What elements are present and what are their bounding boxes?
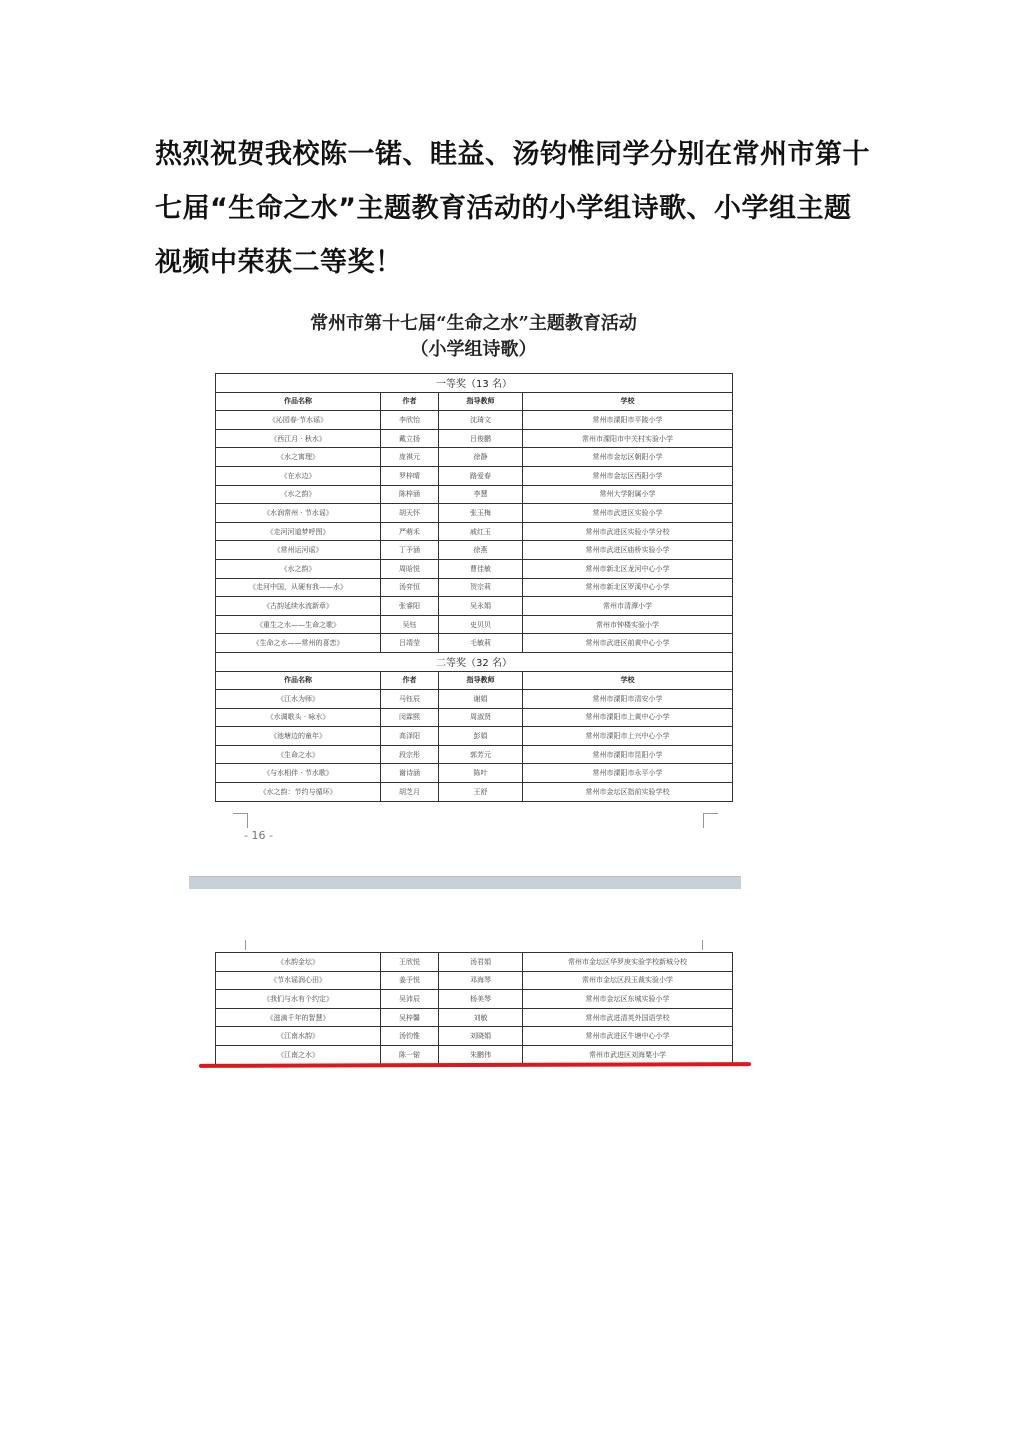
cell-work-title: 《常州运河谣》 (216, 541, 381, 560)
cell-school: 常州市溧阳市昆阳小学 (523, 745, 733, 764)
col-header-author: 作者 (381, 392, 439, 411)
cell-teacher: 李慧 (439, 485, 523, 504)
page-corner-mark (233, 813, 248, 828)
cell-author: 胡芝月 (381, 783, 439, 802)
cell-work-title: 《走河中国，从硬有我——水》 (216, 578, 381, 597)
cell-teacher: 邓海琴 (439, 971, 523, 990)
cell-teacher: 吕俊鹏 (439, 429, 523, 448)
cell-teacher: 彭娟 (439, 727, 523, 746)
cell-work-title: 《水调歌头 · 咏水》 (216, 708, 381, 727)
cell-author: 严萌禾 (381, 522, 439, 541)
cell-teacher: 张玉梅 (439, 504, 523, 523)
cell-teacher: 路爱春 (439, 466, 523, 485)
cell-work-title: 《水韵金坛》 (216, 953, 381, 972)
table-row (216, 1027, 733, 1046)
table-header-row (216, 392, 733, 411)
cell-teacher: 史贝贝 (439, 615, 523, 634)
table-row (216, 559, 733, 578)
cell-school: 常州市溧阳市上黄中心小学 (523, 708, 733, 727)
headline-line-2: 七届“生命之水”主题教育活动的小学组诗歌、小学组主题 (155, 193, 852, 224)
cell-teacher: 曹佳敏 (439, 559, 523, 578)
table-row (216, 990, 733, 1009)
col-header-title: 作品名称 (216, 671, 381, 690)
cell-school: 常州市新北区龙河中心小学 (523, 559, 733, 578)
cell-school: 常州市武进区庙桥实验小学 (523, 541, 733, 560)
cell-author: 吴沛辰 (381, 990, 439, 1009)
table-row (216, 971, 733, 990)
cell-author: 陈梓涵 (381, 485, 439, 504)
page-corner-mark (702, 940, 703, 950)
cell-school: 常州大学附属小学 (523, 485, 733, 504)
second-prize-section (216, 652, 733, 671)
table-row (216, 727, 733, 746)
cell-author: 吴梓馨 (381, 1008, 439, 1027)
table-row (216, 634, 733, 653)
cell-teacher: 沈琦文 (439, 411, 523, 430)
page-break-bar (189, 876, 741, 889)
cell-work-title: 《水之韵》 (216, 485, 381, 504)
cell-school: 常州市金坛区东城实验小学 (523, 990, 733, 1009)
cell-teacher: 吴永娟 (439, 597, 523, 616)
cell-work-title: 《生命之水》 (216, 745, 381, 764)
cell-author: 马钰辰 (381, 690, 439, 709)
cell-author: 罗梓晴 (381, 466, 439, 485)
cell-work-title: 《节水谣润心田》 (216, 971, 381, 990)
cell-author: 高泽阳 (381, 727, 439, 746)
cell-author: 段宗彤 (381, 745, 439, 764)
cell-school: 常州市武进区实验小学 (523, 504, 733, 523)
cell-school: 常州市武进清英外国语学校 (523, 1008, 733, 1027)
col-header-title: 作品名称 (216, 392, 381, 411)
cell-school: 常州市金坛区华罗庚实验学校新城分校 (523, 953, 733, 972)
table-row (216, 690, 733, 709)
table-row (216, 448, 733, 467)
document-title: 常州市第十七届“生命之水”主题教育活动 (310, 313, 637, 334)
cell-teacher: 刘晓娟 (439, 1027, 523, 1046)
table-row (216, 615, 733, 634)
cell-teacher: 汤君娟 (439, 953, 523, 972)
page-corner-mark (703, 813, 718, 828)
cell-author: 谢诗涵 (381, 764, 439, 783)
cell-work-title: 《我们与水有个约定》 (216, 990, 381, 1009)
cell-school: 常州市溧阳市平陵小学 (523, 411, 733, 430)
cell-school: 常州市钟楼实验小学 (523, 615, 733, 634)
awards-table-page-1 (215, 373, 733, 802)
cell-work-title: 《沁园春·节水谣》 (216, 411, 381, 430)
cell-teacher: 戚红玉 (439, 522, 523, 541)
cell-teacher: 朱鹏伟 (439, 1045, 523, 1064)
highlight-underline (199, 1062, 751, 1068)
document-subtitle: （小学组诗歌） (410, 339, 537, 360)
cell-author: 周晗悦 (381, 559, 439, 578)
announcement-headline (155, 128, 885, 290)
table-row (216, 708, 733, 727)
cell-teacher: 贺宗莉 (439, 578, 523, 597)
table-row (216, 411, 733, 430)
col-header-school: 学校 (523, 392, 733, 411)
table-row (216, 953, 733, 972)
cell-school: 常州市金坛区西阳小学 (523, 466, 733, 485)
cell-work-title: 《在水边》 (216, 466, 381, 485)
awards-table-page-2 (215, 952, 733, 1065)
table-header-row (216, 671, 733, 690)
table-row (216, 522, 733, 541)
cell-work-title: 《走河河道梦呼图》 (216, 522, 381, 541)
cell-work-title: 《水润常州 · 节水谣》 (216, 504, 381, 523)
cell-author: 吴钰 (381, 615, 439, 634)
cell-work-title: 《江南水韵》 (216, 1027, 381, 1046)
cell-author: 戴立扬 (381, 429, 439, 448)
cell-work-title: 《西江月 · 秋水》 (216, 429, 381, 448)
cell-teacher: 郭芳元 (439, 745, 523, 764)
table-row (216, 578, 733, 597)
table-row (216, 485, 733, 504)
cell-author: 庞祺元 (381, 448, 439, 467)
headline-line-3: 视频中荣获二等奖！ (155, 247, 403, 278)
page-number: - 16 - (244, 829, 273, 842)
table-row (216, 745, 733, 764)
cell-author: 李欣怡 (381, 411, 439, 430)
cell-school: 常州市金坛区朝阳小学 (523, 448, 733, 467)
cell-work-title: 《江南之水》 (216, 1045, 381, 1064)
cell-school: 常州市新北区罗溪中心小学 (523, 578, 733, 597)
cell-work-title: 《池塘边的童年》 (216, 727, 381, 746)
cell-teacher: 周淑贤 (439, 708, 523, 727)
cell-author: 丁予涵 (381, 541, 439, 560)
col-header-teacher: 指导教师 (439, 671, 523, 690)
table-row (216, 1008, 733, 1027)
cell-work-title: 《重生之水——生命之歌》 (216, 615, 381, 634)
cell-author: 胡天怀 (381, 504, 439, 523)
cell-school: 常州市武进区实验小学分校 (523, 522, 733, 541)
table-row (216, 597, 733, 616)
cell-work-title: 《水之寓理》 (216, 448, 381, 467)
cell-school: 常州市武进区前黄中心小学 (523, 634, 733, 653)
col-header-teacher: 指导教师 (439, 392, 523, 411)
cell-author: 汤弈恒 (381, 578, 439, 597)
cell-school: 常州市溧阳市永平小学 (523, 764, 733, 783)
cell-teacher: 徐燕 (439, 541, 523, 560)
cell-teacher: 谢娟 (439, 690, 523, 709)
cell-school: 常州市金坛区指前实验学校 (523, 783, 733, 802)
col-header-author: 作者 (381, 671, 439, 690)
cell-teacher: 刘敏 (439, 1008, 523, 1027)
cell-author: 吕靖莹 (381, 634, 439, 653)
cell-author: 陈一锘 (381, 1045, 439, 1064)
cell-author: 王欣悦 (381, 953, 439, 972)
table-row (216, 466, 733, 485)
table-row (216, 541, 733, 560)
table-row (216, 1045, 733, 1064)
cell-teacher: 徐静 (439, 448, 523, 467)
table-row (216, 764, 733, 783)
cell-work-title: 《水之韵：节约与循环》 (216, 783, 381, 802)
cell-author: 张睿阳 (381, 597, 439, 616)
cell-author: 闵霖熙 (381, 708, 439, 727)
award-section-label: 一等奖（13 名） (216, 374, 733, 393)
cell-author: 姜予悦 (381, 971, 439, 990)
table-row (216, 783, 733, 802)
cell-author: 汤钧惟 (381, 1027, 439, 1046)
cell-work-title: 《古韵延续水流新章》 (216, 597, 381, 616)
table-row (216, 429, 733, 448)
headline-line-1: 热烈祝贺我校陈一锘、眭益、汤钧惟同学分别在常州市第十 (155, 139, 870, 170)
cell-teacher: 毛敏莉 (439, 634, 523, 653)
cell-work-title: 《滋滴千年的智慧》 (216, 1008, 381, 1027)
cell-teacher: 杨美琴 (439, 990, 523, 1009)
first-prize-section (216, 374, 733, 393)
page-corner-mark (245, 940, 246, 950)
cell-school: 常州市武进区刘海粟小学 (523, 1045, 733, 1064)
cell-school: 常州市武进区牛塘中心小学 (523, 1027, 733, 1046)
cell-teacher: 王舒 (439, 783, 523, 802)
cell-school: 常州市溧阳市上兴中心小学 (523, 727, 733, 746)
cell-work-title: 《与水相伴 · 节水歌》 (216, 764, 381, 783)
cell-school: 常州市清潭小学 (523, 597, 733, 616)
cell-school: 常州市溧阳市中关村实验小学 (523, 429, 733, 448)
cell-work-title: 《生命之水——常州的喜恋》 (216, 634, 381, 653)
table-row (216, 504, 733, 523)
cell-school: 常州市溧阳市清安小学 (523, 690, 733, 709)
cell-teacher: 陈叶 (439, 764, 523, 783)
cell-work-title: 《江水为师》 (216, 690, 381, 709)
award-section-label: 二等奖（32 名） (216, 652, 733, 671)
cell-school: 常州市金坛区段玉裁实验小学 (523, 971, 733, 990)
cell-work-title: 《水之韵》 (216, 559, 381, 578)
col-header-school: 学校 (523, 671, 733, 690)
